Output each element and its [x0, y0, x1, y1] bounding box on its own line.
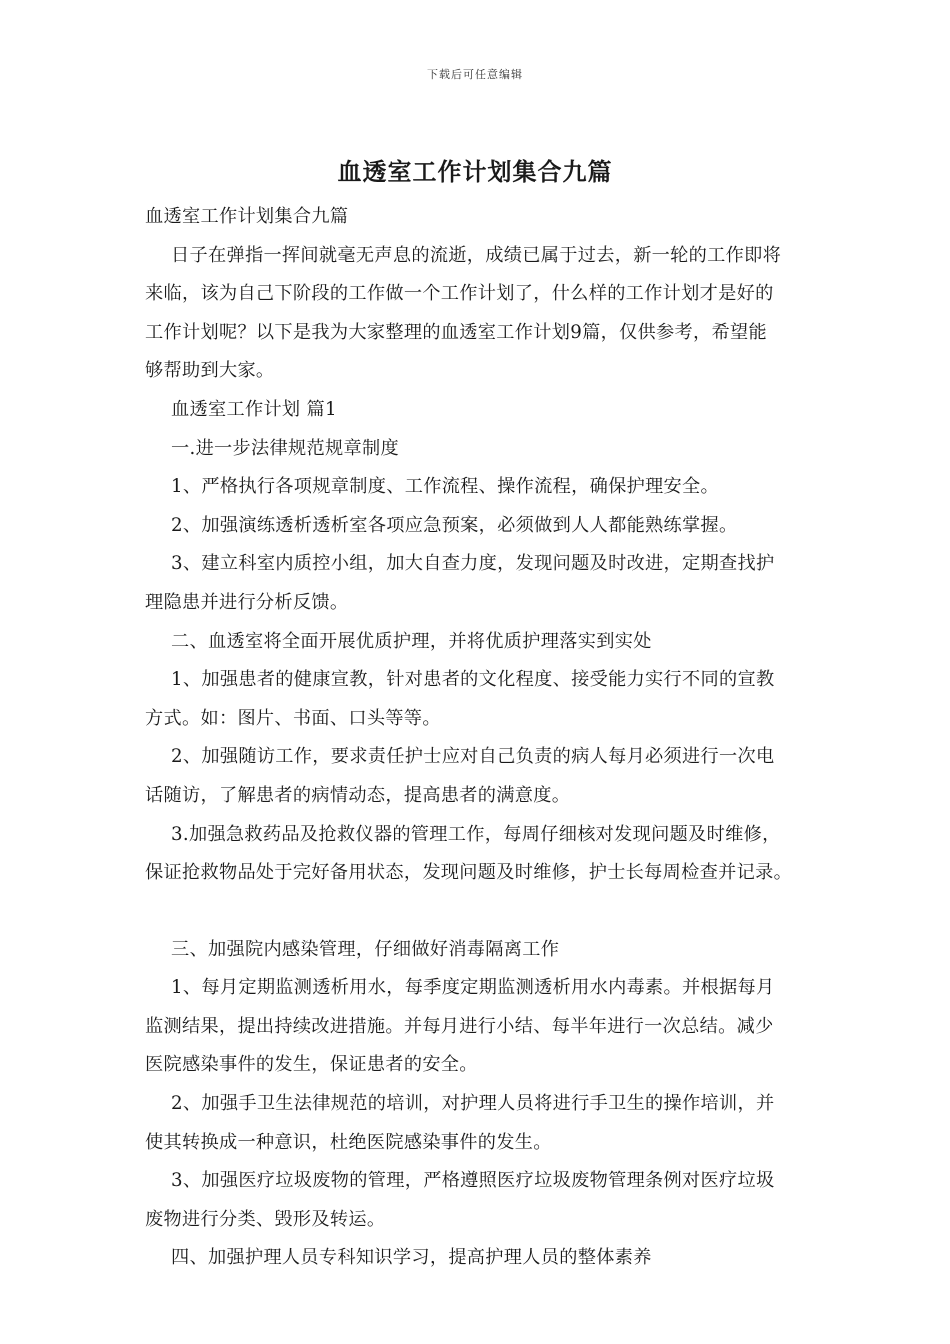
text-line: 废物进行分类、毁形及转运。	[145, 1208, 386, 1230]
text-line: 使其转换成一种意识，杜绝医院感染事件的发生。	[145, 1131, 552, 1153]
document-title: 血透室工作计划集合九篇	[337, 158, 613, 186]
text-line: 工作计划呢？以下是我为大家整理的血透室工作计划9篇，仅供参考，希望能	[145, 321, 767, 343]
text-line: 四、加强护理人员专科知识学习，提高护理人员的整体素养	[171, 1247, 652, 1269]
text-line: 监测结果，提出持续改进措施。并每月进行小结、每半年进行一次总结。减少	[145, 1015, 774, 1037]
text-line: 1、每月定期监测透析用水，每季度定期监测透析用水内毒素。并根据每月	[171, 977, 775, 999]
text-line: 医院感染事件的发生，保证患者的安全。	[145, 1054, 478, 1076]
text-line: 血透室工作计划 篇1	[171, 398, 337, 420]
text-line: 1、严格执行各项规章制度、工作流程、操作流程，确保护理安全。	[171, 476, 720, 498]
text-line: 日子在弹指一挥间就毫无声息的流逝，成绩已属于过去，新一轮的工作即将	[171, 244, 782, 266]
header-note: 下载后可任意编辑	[427, 68, 523, 81]
text-line: 话随访，了解患者的病情动态，提高患者的满意度。	[145, 784, 571, 806]
text-line: 来临，该为自己下阶段的工作做一个工作计划了，什么样的工作计划才是好的	[145, 283, 774, 305]
text-line: 三、加强院内感染管理，仔细做好消毒隔离工作	[171, 938, 560, 960]
text-line: 够帮助到大家。	[145, 360, 275, 382]
text-line: 理隐患并进行分析反馈。	[145, 591, 349, 613]
text-line	[145, 893, 825, 931]
text-line: 3、加强医疗垃圾废物的管理，严格遵照医疗垃圾废物管理条例对医疗垃圾	[171, 1170, 775, 1192]
text-line: 2、加强演练透析透析室各项应急预案，必须做到人人都能熟练掌握。	[171, 514, 738, 536]
text-line: 3、建立科室内质控小组，加大自查力度，发现问题及时改进，定期查找护	[171, 553, 775, 575]
text-line: 方式。如：图片、书面、口头等等。	[145, 707, 441, 729]
text-line: 一.进一步法律规范规章制度	[171, 437, 399, 459]
text-line: 2、加强手卫生法律规范的培训，对护理人员将进行手卫生的操作培训，并	[171, 1093, 775, 1115]
document-body	[145, 198, 825, 1278]
text-line: 2、加强随访工作，要求责任护士应对自己负责的病人每月必须进行一次电	[171, 746, 775, 768]
text-line: 1、加强患者的健康宣教，针对患者的文化程度、接受能力实行不同的宣教	[171, 669, 775, 691]
text-line: 保证抢救物品处于完好备用状态，发现问题及时维修，护士长每周检查并记录。	[145, 862, 793, 884]
text-line: 3.加强急救药品及抢救仪器的管理工作，每周仔细核对发现问题及时维修，	[171, 823, 781, 845]
text-line: 血透室工作计划集合九篇	[145, 206, 349, 227]
text-line: 二、血透室将全面开展优质护理，并将优质护理落实到实处	[171, 630, 652, 652]
